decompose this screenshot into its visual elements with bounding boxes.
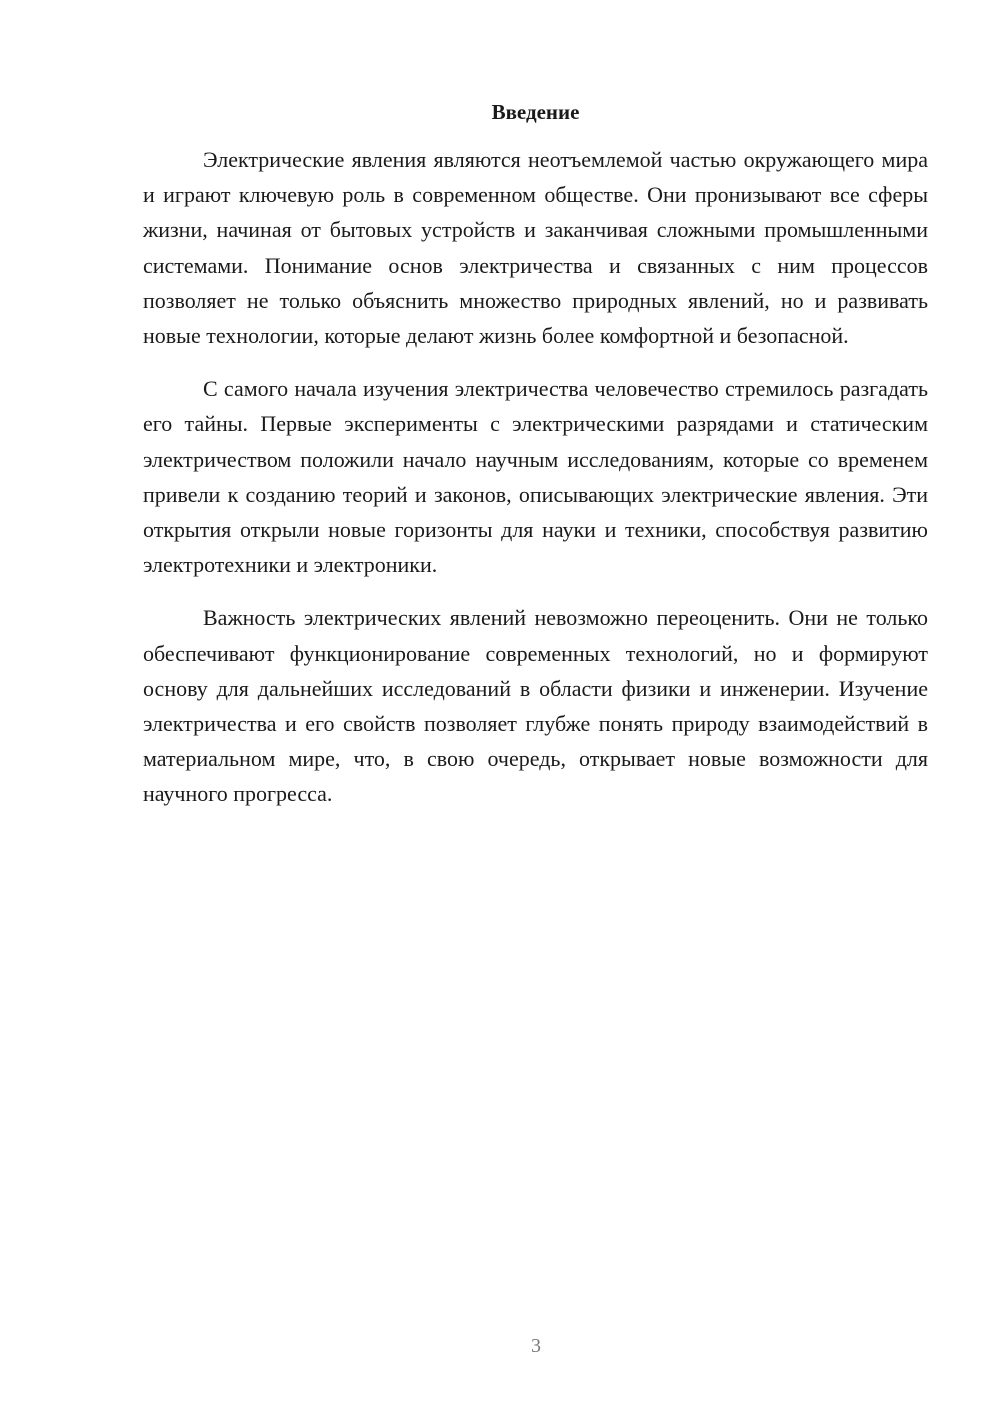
page-number: 3 — [531, 1335, 541, 1357]
section-title: Введение — [491, 100, 580, 124]
paragraph-2: С самого начала изучения электричества человечество стремилось разгадать его тайны. Первые эксперименты с электрическими разрядами и статическим электричеством положили начало научным исследованиям, которые со временем привели к созданию теорий и законов, описывающих электрические явления. Эти открытия открыли новые горизонты для науки и техники, способствуя развитию электротехники и электроники. — [143, 376, 928, 578]
paragraph-3: Важность электрических явлений невозможно переоценить. Они не только обеспечивают функционирование современных технологий, но и формируют основу для дальнейших исследований в области физики и инженерии. Изучение электричества и его свойств позволяет глубже понять природу взаимодействий в материальном мире, что, в свою очередь, открывает новые возможности для научного прогресса. — [143, 605, 928, 807]
paragraph-1: Электрические явления являются неотъемлемой частью окружающего мира и играют ключевую роль в современном обществе. Они пронизывают все сферы жизни, начиная от бытовых устройств и заканчивая сложными промышленными системами. Понимание основ электричества и связанных с ним процессов позволяет не только объяснить множество природных явлений, но и развивать новые технологии, которые делают жизнь более комфортной и безопасной. — [143, 147, 928, 349]
body-text — [143, 142, 928, 830]
